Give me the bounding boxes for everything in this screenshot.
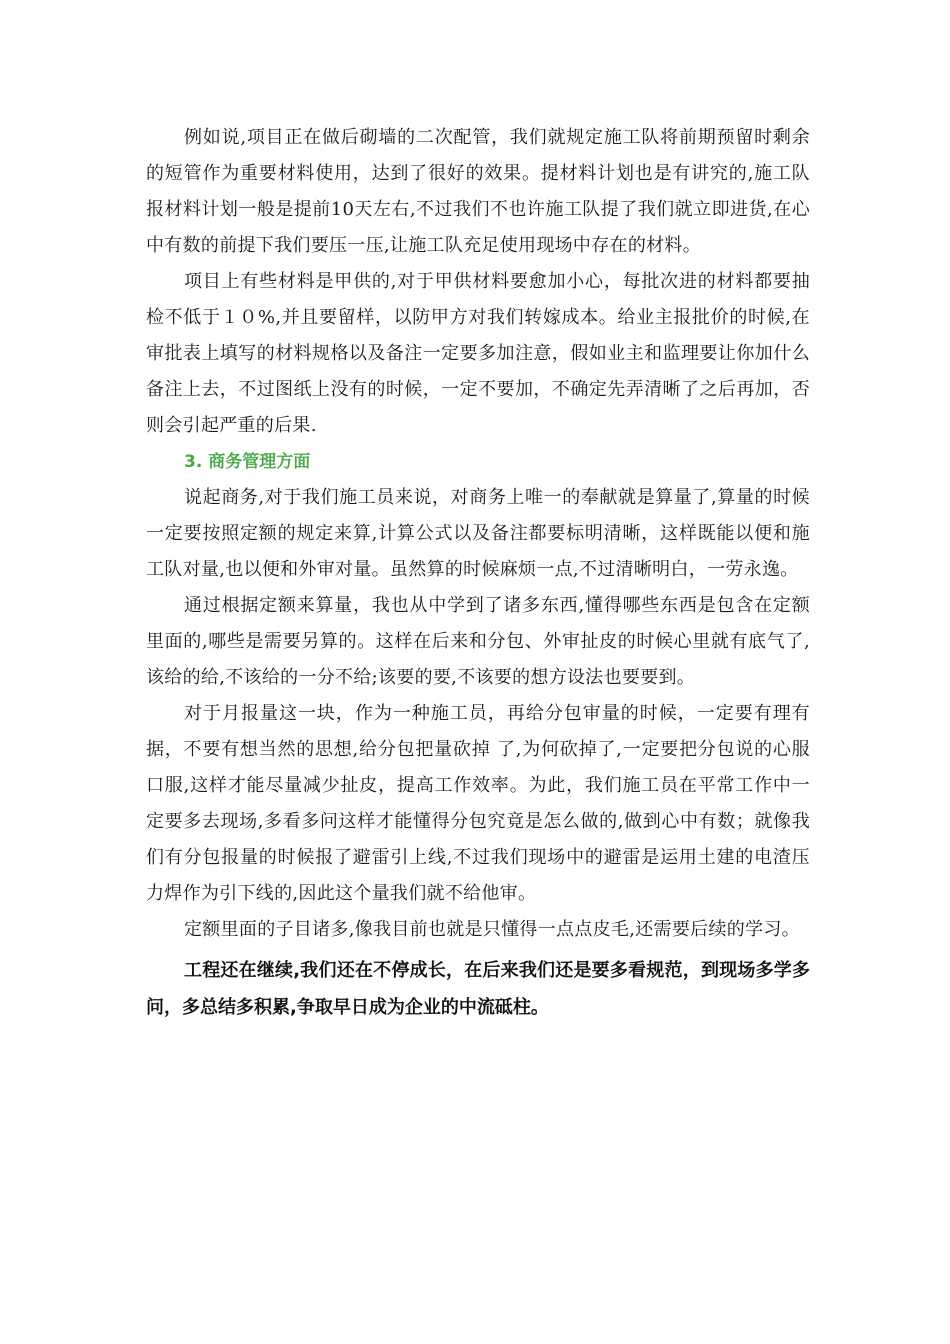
paragraph-owner-supplied-materials: 项目上有些材料是甲供的,对于甲供材料要愈加小心，每批次进的材料都要抽检不低于１０%,并且要留样，以防甲方对我们转嫁成本。给业主报批价的时候,在审批表上填写的材料规格以及备注一定要多加注意，假如业主和监理要让你加什么备注上去，不过图纸上没有的时候，一定不要加，不确定先弄清晰了之后再加，否则会引起严重的后果. <box>146 271 810 436</box>
paragraph-quota-learning: 通过根据定额来算量，我也从中学到了诸多东西,懂得哪些东西是包含在定额里面的,哪些是需要另算的。这样在后来和分包、外审扯皮的时候心里就有底气了,该给的给,不该给的一分不给;该要的要,不该要的想方设法也要要到。 <box>146 595 810 688</box>
paragraph-monthly-report: 对于月报量这一块，作为一种施工员，再给分包审量的时候，一定要有理有据，不要有想当然的思想,给分包把量砍掉 了,为何砍掉了,一定要把分包说的心服口服,这样才能尽量减少扯皮，提高工作效率。为此，我们施工员在平常工作中一定要多去现场,多看多问这样才能懂得分包究竟是怎么做的,做到心中有数；就像我们有分包报量的时候报了避雷引上线,不过我们现场中的避雷是运用土建的电渣压力焊作为引下线的,因此这个量我们就不给他审。 <box>146 703 810 904</box>
document-body <box>146 120 810 1026</box>
paragraph-quantity-calculation: 说起商务,对于我们施工员来说，对商务上唯一的奉献就是算量了,算量的时候一定要按照定额的规定来算,计算公式以及备注都要标明清晰，这样既能以便和施工队对量,也以便和外审对量。虽然算的时候麻烦一点,不过清晰明白，一劳永逸。 <box>146 487 810 580</box>
section-heading-business-management: 3. 商务管理方面 <box>184 452 311 472</box>
closing-statement: 工程还在继续,我们还在不停成长，在后来我们还是要多看规范，到现场多学多问，多总结多积累,争取早日成为企业的中流砥柱。 <box>146 960 810 1018</box>
paragraph-further-study: 定额里面的子目诸多,像我目前也就是只懂得一点点皮毛,还需要后续的学习。 <box>184 919 800 940</box>
paragraph-materials-pipes: 例如说,项目正在做后砌墙的二次配管，我们就规定施工队将前期预留时剩余的短管作为重要材料使用，达到了很好的效果。提材料计划也是有讲究的,施工队报材料计划一般是提前10天左右,不过我们不也许施工队提了我们就立即进货,在心中有数的前提下我们要压一压,让施工队充足使用现场中存在的材料。 <box>146 127 810 256</box>
